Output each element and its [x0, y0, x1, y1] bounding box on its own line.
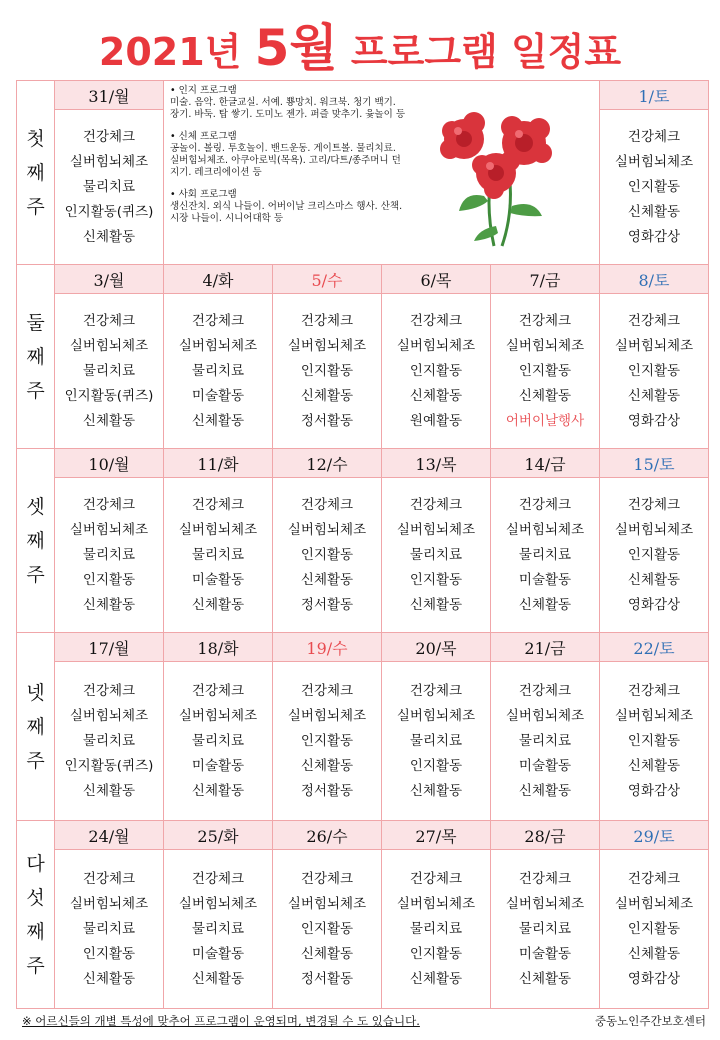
week-label-char: 다 [26, 852, 45, 875]
activity-item: 정서활동 [300, 970, 354, 987]
activity-item: 어버이날행사 [505, 412, 585, 429]
activity-item: 실버힘뇌체조 [614, 707, 694, 724]
activity-item: 인지활동 [627, 546, 681, 563]
day-header: 20/목 [382, 633, 491, 662]
activity-item: 미술활동 [518, 945, 572, 962]
day-header: 17/월 [55, 633, 164, 662]
activity-item: 미술활동 [518, 571, 572, 588]
activity-item: 실버힘뇌체조 [614, 153, 694, 170]
day-activities [273, 478, 382, 633]
activity-item: 영화감상 [627, 970, 681, 987]
activity-item: 실버힘뇌체조 [287, 337, 367, 354]
day-activities [164, 478, 273, 633]
day-header: 31/월 [55, 81, 164, 110]
week-label [17, 81, 55, 265]
week-body-row [17, 850, 709, 1009]
activity-item: 건강체크 [82, 128, 136, 145]
day-header: 10/월 [55, 449, 164, 478]
day-activities [55, 294, 164, 449]
activity-item: 건강체크 [409, 682, 463, 699]
activity-item: 물리치료 [82, 732, 136, 749]
activity-item: 실버힘뇌체조 [178, 707, 258, 724]
week-label [17, 633, 55, 821]
activity-item: 건강체크 [300, 496, 354, 513]
week-label-char: 섯 [26, 886, 45, 909]
week-body-row [17, 662, 709, 821]
program-category-heading: • 인지 프로그램 [170, 85, 237, 96]
day-activities [382, 294, 491, 449]
activity-item: 건강체크 [409, 312, 463, 329]
activity-item: 신체활동 [300, 945, 354, 962]
week-label-char: 첫 [26, 127, 45, 150]
activity-item: 실버힘뇌체조 [614, 521, 694, 538]
activity-item: 실버힘뇌체조 [178, 895, 258, 912]
activity-item: 건강체크 [300, 312, 354, 329]
day-activities [55, 850, 164, 1009]
activity-item: 신체활동 [191, 596, 245, 613]
activity-item: 건강체크 [627, 496, 681, 513]
activity-item: 인지활동 [518, 362, 572, 379]
week-label-char: 주 [26, 954, 45, 977]
day-activities [273, 662, 382, 821]
week-label-char: 째 [26, 920, 45, 943]
activity-item: 물리치료 [82, 362, 136, 379]
activity-item: 건강체크 [627, 870, 681, 887]
activity-item: 인지활동 [300, 362, 354, 379]
activity-item: 인지활동 [82, 571, 136, 588]
activity-item: 신체활동 [82, 970, 136, 987]
program-category-list: 생신잔치. 외식 나들이. 어버이날 크리스마스 행사. 산책. 시장 나들이. 시니어대학 등 [170, 201, 403, 224]
activity-item: 건강체크 [191, 870, 245, 887]
activity-item: 실버힘뇌체조 [505, 895, 585, 912]
activity-item: 실버힘뇌체조 [178, 337, 258, 354]
week-header-row [17, 81, 709, 110]
activity-item: 영화감상 [627, 228, 681, 245]
activity-item: 건강체크 [191, 312, 245, 329]
activity-item: 실버힘뇌체조 [69, 153, 149, 170]
activity-item: 물리치료 [518, 546, 572, 563]
day-activities [491, 850, 600, 1009]
activity-item: 건강체크 [409, 496, 463, 513]
week-label-char: 째 [26, 345, 45, 368]
day-header: 15/토 [600, 449, 709, 478]
activity-item: 건강체크 [82, 312, 136, 329]
activity-item: 실버힘뇌체조 [614, 895, 694, 912]
activity-item: 건강체크 [627, 682, 681, 699]
day-activities [600, 294, 709, 449]
day-header: 5/수 [273, 265, 382, 294]
activity-item: 정서활동 [300, 782, 354, 799]
activity-item: 실버힘뇌체조 [69, 707, 149, 724]
activity-item: 신체활동 [627, 571, 681, 588]
activity-item: 실버힘뇌체조 [505, 337, 585, 354]
activity-item: 인지활동 [82, 945, 136, 962]
activity-item: 실버힘뇌체조 [396, 707, 476, 724]
activity-item: 물리치료 [409, 732, 463, 749]
activity-item: 건강체크 [409, 870, 463, 887]
activity-item: 인지활동 [627, 178, 681, 195]
activity-item: 신체활동 [409, 970, 463, 987]
activity-item: 신체활동 [518, 596, 572, 613]
day-header: 26/수 [273, 821, 382, 850]
week-label-char: 주 [26, 749, 45, 772]
activity-item: 인지활동 [300, 920, 354, 937]
activity-item: 실버힘뇌체조 [505, 521, 585, 538]
activity-item: 인지활동 [627, 362, 681, 379]
activity-item: 신체활동 [300, 571, 354, 588]
program-info-box [164, 81, 600, 265]
activity-item: 실버힘뇌체조 [69, 895, 149, 912]
week-label-char: 셋 [26, 495, 45, 518]
activity-item: 건강체크 [82, 496, 136, 513]
week-header-row [17, 449, 709, 478]
title-month: 5월 [254, 19, 338, 77]
day-activities [600, 850, 709, 1009]
day-header: 1/토 [600, 81, 709, 110]
activity-item: 건강체크 [627, 128, 681, 145]
activity-item: 신체활동 [82, 596, 136, 613]
day-header: 6/목 [382, 265, 491, 294]
day-header: 27/목 [382, 821, 491, 850]
activity-item: 물리치료 [518, 732, 572, 749]
activity-item: 영화감상 [627, 596, 681, 613]
activity-item: 물리치료 [82, 178, 136, 195]
week-header-row [17, 265, 709, 294]
activity-item: 인지활동 [627, 920, 681, 937]
day-header: 4/화 [164, 265, 273, 294]
activity-item: 실버힘뇌체조 [396, 521, 476, 538]
activity-item: 실버힘뇌체조 [69, 337, 149, 354]
week-body-row [17, 478, 709, 633]
week-label-char: 주 [26, 563, 45, 586]
activity-item: 영화감상 [627, 782, 681, 799]
activity-item: 신체활동 [518, 970, 572, 987]
activity-item: 미술활동 [191, 387, 245, 404]
day-activities [600, 478, 709, 633]
day-activities [382, 478, 491, 633]
activity-item: 미술활동 [518, 757, 572, 774]
title-year: 2021년 [98, 30, 255, 74]
week-label [17, 449, 55, 633]
activity-item: 신체활동 [191, 782, 245, 799]
day-header: 7/금 [491, 265, 600, 294]
page-title [0, 8, 720, 80]
day-header: 21/금 [491, 633, 600, 662]
activity-item: 실버힘뇌체조 [396, 895, 476, 912]
week-label-char: 주 [26, 195, 45, 218]
week-header-row [17, 633, 709, 662]
activity-item: 건강체크 [191, 682, 245, 699]
week-label-char: 주 [26, 379, 45, 402]
activity-item: 인지활동(퀴즈) [64, 387, 154, 404]
day-activities [55, 110, 164, 265]
activity-item: 미술활동 [191, 945, 245, 962]
day-header: 3/월 [55, 265, 164, 294]
day-header: 14/금 [491, 449, 600, 478]
activity-item: 건강체크 [82, 870, 136, 887]
day-activities [382, 850, 491, 1009]
activity-item: 신체활동 [518, 387, 572, 404]
day-activities [55, 662, 164, 821]
activity-item: 신체활동 [82, 782, 136, 799]
day-header: 29/토 [600, 821, 709, 850]
program-category-heading: • 사회 프로그램 [170, 189, 237, 200]
activity-item: 실버힘뇌체조 [69, 521, 149, 538]
activity-item: 건강체크 [300, 682, 354, 699]
day-activities [491, 478, 600, 633]
activity-item: 신체활동 [300, 387, 354, 404]
day-activities [491, 662, 600, 821]
day-header: 11/화 [164, 449, 273, 478]
activity-item: 물리치료 [518, 920, 572, 937]
title-rest: 프로그램 일정표 [337, 30, 622, 74]
week-label-char: 째 [26, 529, 45, 552]
carnation-flowers-image [424, 101, 574, 251]
activity-item: 신체활동 [518, 782, 572, 799]
week-label-char: 둘 [26, 311, 45, 334]
activity-item: 건강체크 [300, 870, 354, 887]
activity-item: 물리치료 [191, 732, 245, 749]
activity-item: 건강체크 [82, 682, 136, 699]
activity-item: 신체활동 [191, 970, 245, 987]
activity-item: 인지활동 [300, 546, 354, 563]
activity-item: 미술활동 [191, 571, 245, 588]
day-header: 8/토 [600, 265, 709, 294]
activity-item: 신체활동 [409, 387, 463, 404]
activity-item: 건강체크 [518, 870, 572, 887]
week-label [17, 821, 55, 1009]
program-category-list: 미술. 음악. 한글교실. 서예. 뿅망치. 워크북. 청기 백기. 장기. 바둑. 탑 쌓기. 도미노 젠가. 퍼즐 맞추기. 윷놀이 등 [170, 97, 405, 120]
activity-item: 실버힘뇌체조 [396, 337, 476, 354]
activity-item: 물리치료 [82, 546, 136, 563]
activity-item: 물리치료 [191, 546, 245, 563]
activity-item: 인지활동(퀴즈) [64, 203, 154, 220]
week-header-row [17, 821, 709, 850]
activity-item: 건강체크 [518, 682, 572, 699]
activity-item: 인지활동 [300, 732, 354, 749]
activity-item: 인지활동(퀴즈) [64, 757, 154, 774]
activity-item: 물리치료 [409, 546, 463, 563]
day-activities [382, 662, 491, 821]
activity-item: 인지활동 [409, 362, 463, 379]
activity-item: 건강체크 [518, 496, 572, 513]
activity-item: 신체활동 [627, 203, 681, 220]
footer-note: ※ 어르신들의 개별 특성에 맞추어 프로그램이 운영되며, 변경될 수 도 있습니다. [22, 1014, 420, 1028]
activity-item: 영화감상 [627, 412, 681, 429]
day-header: 24/월 [55, 821, 164, 850]
day-activities [600, 662, 709, 821]
program-category-list: 공놀이. 볼링. 투호놀이. 밴드운동. 게이트볼. 물리치료. 실버힘뇌체조. 아쿠아로빅(목욕). 고리/다트/종주머니 던지기. 레크리에이션 등 [170, 143, 401, 178]
activity-item: 실버힘뇌체조 [505, 707, 585, 724]
day-header: 28/금 [491, 821, 600, 850]
week-body-row [17, 294, 709, 449]
activity-item: 정서활동 [300, 596, 354, 613]
activity-item: 물리치료 [191, 920, 245, 937]
activity-item: 건강체크 [518, 312, 572, 329]
activity-item: 실버힘뇌체조 [287, 707, 367, 724]
week-label-char: 넷 [26, 681, 45, 704]
activity-item: 실버힘뇌체조 [178, 521, 258, 538]
activity-item: 인지활동 [409, 945, 463, 962]
activity-item: 신체활동 [409, 596, 463, 613]
day-activities [273, 850, 382, 1009]
activity-item: 실버힘뇌체조 [287, 521, 367, 538]
activity-item: 물리치료 [82, 920, 136, 937]
day-activities [600, 110, 709, 265]
activity-item: 신체활동 [627, 387, 681, 404]
activity-item: 물리치료 [191, 362, 245, 379]
week-label [17, 265, 55, 449]
day-header: 18/화 [164, 633, 273, 662]
day-header: 22/토 [600, 633, 709, 662]
week-label-char: 째 [26, 715, 45, 738]
day-header: 12/수 [273, 449, 382, 478]
day-header: 25/화 [164, 821, 273, 850]
activity-item: 신체활동 [191, 412, 245, 429]
week-label-char: 째 [26, 161, 45, 184]
day-header: 13/목 [382, 449, 491, 478]
activity-item: 신체활동 [409, 782, 463, 799]
day-activities [164, 294, 273, 449]
day-activities [55, 478, 164, 633]
day-activities [164, 662, 273, 821]
day-activities [273, 294, 382, 449]
activity-item: 실버힘뇌체조 [614, 337, 694, 354]
activity-item: 신체활동 [627, 757, 681, 774]
activity-item: 미술활동 [191, 757, 245, 774]
activity-item: 원예활동 [409, 412, 463, 429]
activity-item: 물리치료 [409, 920, 463, 937]
day-header: 19/수 [273, 633, 382, 662]
schedule-table [16, 80, 709, 1009]
activity-item: 정서활동 [300, 412, 354, 429]
activity-item: 신체활동 [300, 757, 354, 774]
program-info-text [170, 85, 406, 225]
footer-organization: 중동노인주간보호센터 [594, 1014, 706, 1028]
day-activities [164, 850, 273, 1009]
activity-item: 인지활동 [409, 571, 463, 588]
activity-item: 실버힘뇌체조 [287, 895, 367, 912]
activity-item: 인지활동 [627, 732, 681, 749]
activity-item: 신체활동 [627, 945, 681, 962]
activity-item: 신체활동 [82, 228, 136, 245]
activity-item: 인지활동 [409, 757, 463, 774]
activity-item: 신체활동 [82, 412, 136, 429]
activity-item: 건강체크 [627, 312, 681, 329]
activity-item: 건강체크 [191, 496, 245, 513]
program-category-heading: • 신체 프로그램 [170, 131, 237, 142]
day-activities [491, 294, 600, 449]
